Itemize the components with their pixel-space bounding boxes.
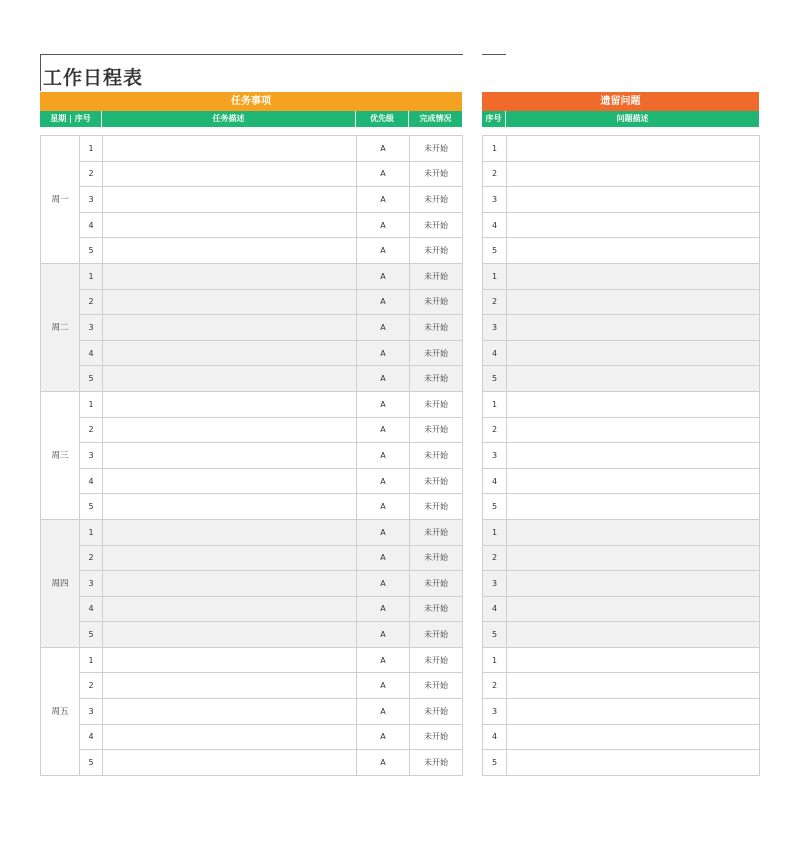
- issue-row: [483, 519, 760, 545]
- seq-cell: 2: [80, 545, 103, 571]
- seq-cell: 5: [80, 366, 103, 392]
- issue-column-headers: [482, 111, 759, 127]
- issue-seq-cell: 3: [483, 699, 507, 725]
- issue-seq-cell: 1: [483, 263, 507, 289]
- task-description-cell[interactable]: [103, 238, 357, 264]
- priority-cell[interactable]: A: [357, 647, 410, 673]
- status-cell[interactable]: 未开始: [410, 136, 463, 162]
- seq-cell: 4: [80, 340, 103, 366]
- task-row: [41, 263, 463, 289]
- task-description-cell[interactable]: [103, 187, 357, 213]
- issue-row: [483, 289, 760, 315]
- issue-description-cell[interactable]: [507, 161, 760, 187]
- priority-cell[interactable]: A: [357, 724, 410, 750]
- task-table: [40, 135, 463, 776]
- status-cell[interactable]: 未开始: [410, 750, 463, 776]
- task-row: [41, 545, 463, 571]
- seq-cell: 1: [80, 136, 103, 162]
- task-row: [41, 289, 463, 315]
- status-cell[interactable]: 未开始: [410, 468, 463, 494]
- weekday-cell: 周一: [41, 136, 80, 264]
- task-row: [41, 315, 463, 341]
- status-cell[interactable]: 未开始: [410, 315, 463, 341]
- task-description-cell[interactable]: [103, 161, 357, 187]
- issue-description-cell[interactable]: [507, 391, 760, 417]
- seq-cell: 1: [80, 647, 103, 673]
- priority-cell[interactable]: A: [357, 340, 410, 366]
- issue-seq-cell: 3: [483, 443, 507, 469]
- status-cell[interactable]: 未开始: [410, 187, 463, 213]
- seq-cell: 1: [80, 519, 103, 545]
- tasks-section-header: 任务事项: [40, 92, 462, 111]
- seq-cell: 5: [80, 750, 103, 776]
- status-cell[interactable]: 未开始: [410, 622, 463, 648]
- status-cell[interactable]: 未开始: [410, 571, 463, 597]
- weekday-cell: 周四: [41, 519, 80, 647]
- issue-seq-cell: 1: [483, 391, 507, 417]
- issue-row: [483, 161, 760, 187]
- issue-description-cell[interactable]: [507, 417, 760, 443]
- issue-row: [483, 699, 760, 725]
- task-description-cell[interactable]: [103, 571, 357, 597]
- status-cell[interactable]: 未开始: [410, 699, 463, 725]
- issue-row: [483, 187, 760, 213]
- status-cell[interactable]: 未开始: [410, 238, 463, 264]
- issue-row: [483, 340, 760, 366]
- task-description-cell[interactable]: [103, 366, 357, 392]
- priority-cell[interactable]: A: [357, 391, 410, 417]
- issue-seq-cell: 3: [483, 187, 507, 213]
- task-description-cell[interactable]: [103, 315, 357, 341]
- issue-row: [483, 238, 760, 264]
- priority-cell[interactable]: A: [357, 161, 410, 187]
- issue-seq-cell: 1: [483, 136, 507, 162]
- header-priority: 优先级: [356, 111, 409, 127]
- seq-cell: 1: [80, 391, 103, 417]
- issue-description-cell[interactable]: [507, 238, 760, 264]
- task-row: [41, 494, 463, 520]
- issue-seq-cell: 4: [483, 596, 507, 622]
- issue-row: [483, 571, 760, 597]
- task-description-cell[interactable]: [103, 289, 357, 315]
- task-row: [41, 238, 463, 264]
- task-row: [41, 417, 463, 443]
- priority-cell[interactable]: A: [357, 699, 410, 725]
- header-weekday-seq: 星期 | 序号: [40, 111, 102, 127]
- issue-row: [483, 545, 760, 571]
- task-description-cell[interactable]: [103, 417, 357, 443]
- priority-cell[interactable]: A: [357, 263, 410, 289]
- divider-line: [482, 54, 506, 55]
- priority-cell[interactable]: A: [357, 187, 410, 213]
- task-description-cell[interactable]: [103, 263, 357, 289]
- seq-cell: 4: [80, 596, 103, 622]
- task-row: [41, 596, 463, 622]
- status-cell[interactable]: 未开始: [410, 596, 463, 622]
- task-row: [41, 340, 463, 366]
- issue-seq-cell: 1: [483, 519, 507, 545]
- task-description-cell[interactable]: [103, 212, 357, 238]
- task-row: [41, 519, 463, 545]
- issue-description-cell[interactable]: [507, 571, 760, 597]
- issue-row: [483, 263, 760, 289]
- issue-description-cell[interactable]: [507, 289, 760, 315]
- status-cell[interactable]: 未开始: [410, 545, 463, 571]
- issue-description-cell[interactable]: [507, 340, 760, 366]
- priority-cell[interactable]: A: [357, 315, 410, 341]
- weekday-cell: 周二: [41, 263, 80, 391]
- issue-description-cell[interactable]: [507, 212, 760, 238]
- issue-seq-cell: 5: [483, 238, 507, 264]
- task-description-cell[interactable]: [103, 391, 357, 417]
- status-cell[interactable]: 未开始: [410, 417, 463, 443]
- seq-cell: 3: [80, 187, 103, 213]
- page-title: 工作日程表: [43, 67, 144, 89]
- status-cell[interactable]: 未开始: [410, 443, 463, 469]
- issue-seq-cell: 1: [483, 647, 507, 673]
- issue-description-cell[interactable]: [507, 596, 760, 622]
- task-row: [41, 622, 463, 648]
- issue-description-cell[interactable]: [507, 366, 760, 392]
- task-row: [41, 391, 463, 417]
- issue-row: [483, 417, 760, 443]
- issue-seq-cell: 2: [483, 289, 507, 315]
- issue-row: [483, 391, 760, 417]
- seq-cell: 4: [80, 468, 103, 494]
- status-cell[interactable]: 未开始: [410, 289, 463, 315]
- task-row: [41, 468, 463, 494]
- priority-cell[interactable]: A: [357, 468, 410, 494]
- weekday-cell: 周五: [41, 647, 80, 775]
- issue-description-cell[interactable]: [507, 519, 760, 545]
- issue-row: [483, 596, 760, 622]
- header-issue-description: 问题描述: [616, 114, 649, 123]
- header-task-description: 任务描述: [102, 111, 356, 127]
- seq-cell: 2: [80, 673, 103, 699]
- task-row: [41, 187, 463, 213]
- issue-description-cell[interactable]: [507, 750, 760, 776]
- issue-description-cell[interactable]: [507, 673, 760, 699]
- priority-cell[interactable]: A: [357, 417, 410, 443]
- status-cell[interactable]: 未开始: [410, 391, 463, 417]
- seq-cell: 2: [80, 161, 103, 187]
- issue-row: [483, 366, 760, 392]
- task-column-headers: [40, 111, 462, 127]
- issue-description-cell[interactable]: [507, 647, 760, 673]
- issue-seq-cell: 2: [483, 417, 507, 443]
- issue-seq-cell: 2: [483, 545, 507, 571]
- status-cell[interactable]: 未开始: [410, 212, 463, 238]
- issue-description-cell[interactable]: [507, 724, 760, 750]
- issue-description-cell[interactable]: [507, 263, 760, 289]
- issue-row: [483, 750, 760, 776]
- issue-row: [483, 443, 760, 469]
- issue-row: [483, 136, 760, 162]
- issue-description-cell[interactable]: [507, 187, 760, 213]
- issue-row: [483, 315, 760, 341]
- task-row: [41, 366, 463, 392]
- issue-seq-cell: 4: [483, 212, 507, 238]
- task-description-cell[interactable]: [103, 622, 357, 648]
- issue-description-cell[interactable]: [507, 315, 760, 341]
- task-description-cell[interactable]: [103, 596, 357, 622]
- issue-description-cell[interactable]: [507, 468, 760, 494]
- issue-row: [483, 622, 760, 648]
- seq-cell: 2: [80, 417, 103, 443]
- issue-seq-cell: 3: [483, 571, 507, 597]
- status-cell[interactable]: 未开始: [410, 724, 463, 750]
- priority-cell[interactable]: A: [357, 443, 410, 469]
- issue-row: [483, 212, 760, 238]
- task-row: [41, 647, 463, 673]
- issue-description-cell[interactable]: [507, 494, 760, 520]
- task-row: [41, 724, 463, 750]
- status-cell[interactable]: 未开始: [410, 366, 463, 392]
- issue-row: [483, 494, 760, 520]
- priority-cell[interactable]: A: [357, 212, 410, 238]
- issue-seq-cell: 5: [483, 366, 507, 392]
- task-description-cell[interactable]: [103, 494, 357, 520]
- task-row: [41, 571, 463, 597]
- task-row: [41, 212, 463, 238]
- task-row: [41, 136, 463, 162]
- issue-description-cell[interactable]: [507, 699, 760, 725]
- priority-cell[interactable]: A: [357, 366, 410, 392]
- task-description-cell[interactable]: [103, 699, 357, 725]
- issue-seq-cell: 4: [483, 468, 507, 494]
- issue-seq-cell: 5: [483, 494, 507, 520]
- task-description-cell[interactable]: [103, 136, 357, 162]
- header-issue-seq: 序号: [482, 111, 506, 127]
- issue-row: [483, 647, 760, 673]
- issue-description-cell[interactable]: [507, 136, 760, 162]
- priority-cell[interactable]: A: [357, 545, 410, 571]
- seq-cell: 1: [80, 263, 103, 289]
- status-cell[interactable]: 未开始: [410, 647, 463, 673]
- task-description-cell[interactable]: [103, 750, 357, 776]
- issues-section-header: 遗留问题: [482, 92, 759, 111]
- issue-seq-cell: 3: [483, 315, 507, 341]
- seq-cell: 5: [80, 494, 103, 520]
- priority-cell[interactable]: A: [357, 519, 410, 545]
- seq-cell: 4: [80, 212, 103, 238]
- seq-cell: 3: [80, 699, 103, 725]
- issue-table: [482, 135, 760, 776]
- seq-cell: 5: [80, 238, 103, 264]
- priority-cell[interactable]: A: [357, 673, 410, 699]
- issue-seq-cell: 5: [483, 622, 507, 648]
- priority-cell[interactable]: A: [357, 289, 410, 315]
- seq-cell: 5: [80, 622, 103, 648]
- issue-row: [483, 673, 760, 699]
- weekday-cell: 周三: [41, 391, 80, 519]
- priority-cell[interactable]: A: [357, 136, 410, 162]
- task-row: [41, 443, 463, 469]
- priority-cell[interactable]: A: [357, 571, 410, 597]
- seq-cell: 3: [80, 571, 103, 597]
- priority-cell[interactable]: A: [357, 622, 410, 648]
- task-description-cell[interactable]: [103, 468, 357, 494]
- title-area: [40, 54, 463, 91]
- task-description-cell[interactable]: [103, 647, 357, 673]
- status-cell[interactable]: 未开始: [410, 340, 463, 366]
- task-description-cell[interactable]: [103, 443, 357, 469]
- task-row: [41, 673, 463, 699]
- task-description-cell[interactable]: [103, 724, 357, 750]
- task-description-cell[interactable]: [103, 673, 357, 699]
- status-cell[interactable]: 未开始: [410, 263, 463, 289]
- seq-cell: 4: [80, 724, 103, 750]
- issue-description-cell[interactable]: [507, 545, 760, 571]
- issue-seq-cell: 4: [483, 724, 507, 750]
- task-description-cell[interactable]: [103, 519, 357, 545]
- task-row: [41, 750, 463, 776]
- seq-cell: 3: [80, 315, 103, 341]
- task-row: [41, 161, 463, 187]
- seq-cell: 3: [80, 443, 103, 469]
- issue-seq-cell: 4: [483, 340, 507, 366]
- status-cell[interactable]: 未开始: [410, 673, 463, 699]
- issue-seq-cell: 2: [483, 673, 507, 699]
- seq-cell: 2: [80, 289, 103, 315]
- issue-description-cell[interactable]: [507, 443, 760, 469]
- priority-cell[interactable]: A: [357, 596, 410, 622]
- task-row: [41, 699, 463, 725]
- status-cell[interactable]: 未开始: [410, 161, 463, 187]
- header-status: 完成情况: [419, 114, 452, 123]
- priority-cell[interactable]: A: [357, 750, 410, 776]
- issue-row: [483, 724, 760, 750]
- priority-cell[interactable]: A: [357, 238, 410, 264]
- issue-seq-cell: 2: [483, 161, 507, 187]
- priority-cell[interactable]: A: [357, 494, 410, 520]
- issue-seq-cell: 5: [483, 750, 507, 776]
- status-cell[interactable]: 未开始: [410, 519, 463, 545]
- issue-description-cell[interactable]: [507, 622, 760, 648]
- status-cell[interactable]: 未开始: [410, 494, 463, 520]
- task-description-cell[interactable]: [103, 340, 357, 366]
- task-description-cell[interactable]: [103, 545, 357, 571]
- issue-row: [483, 468, 760, 494]
